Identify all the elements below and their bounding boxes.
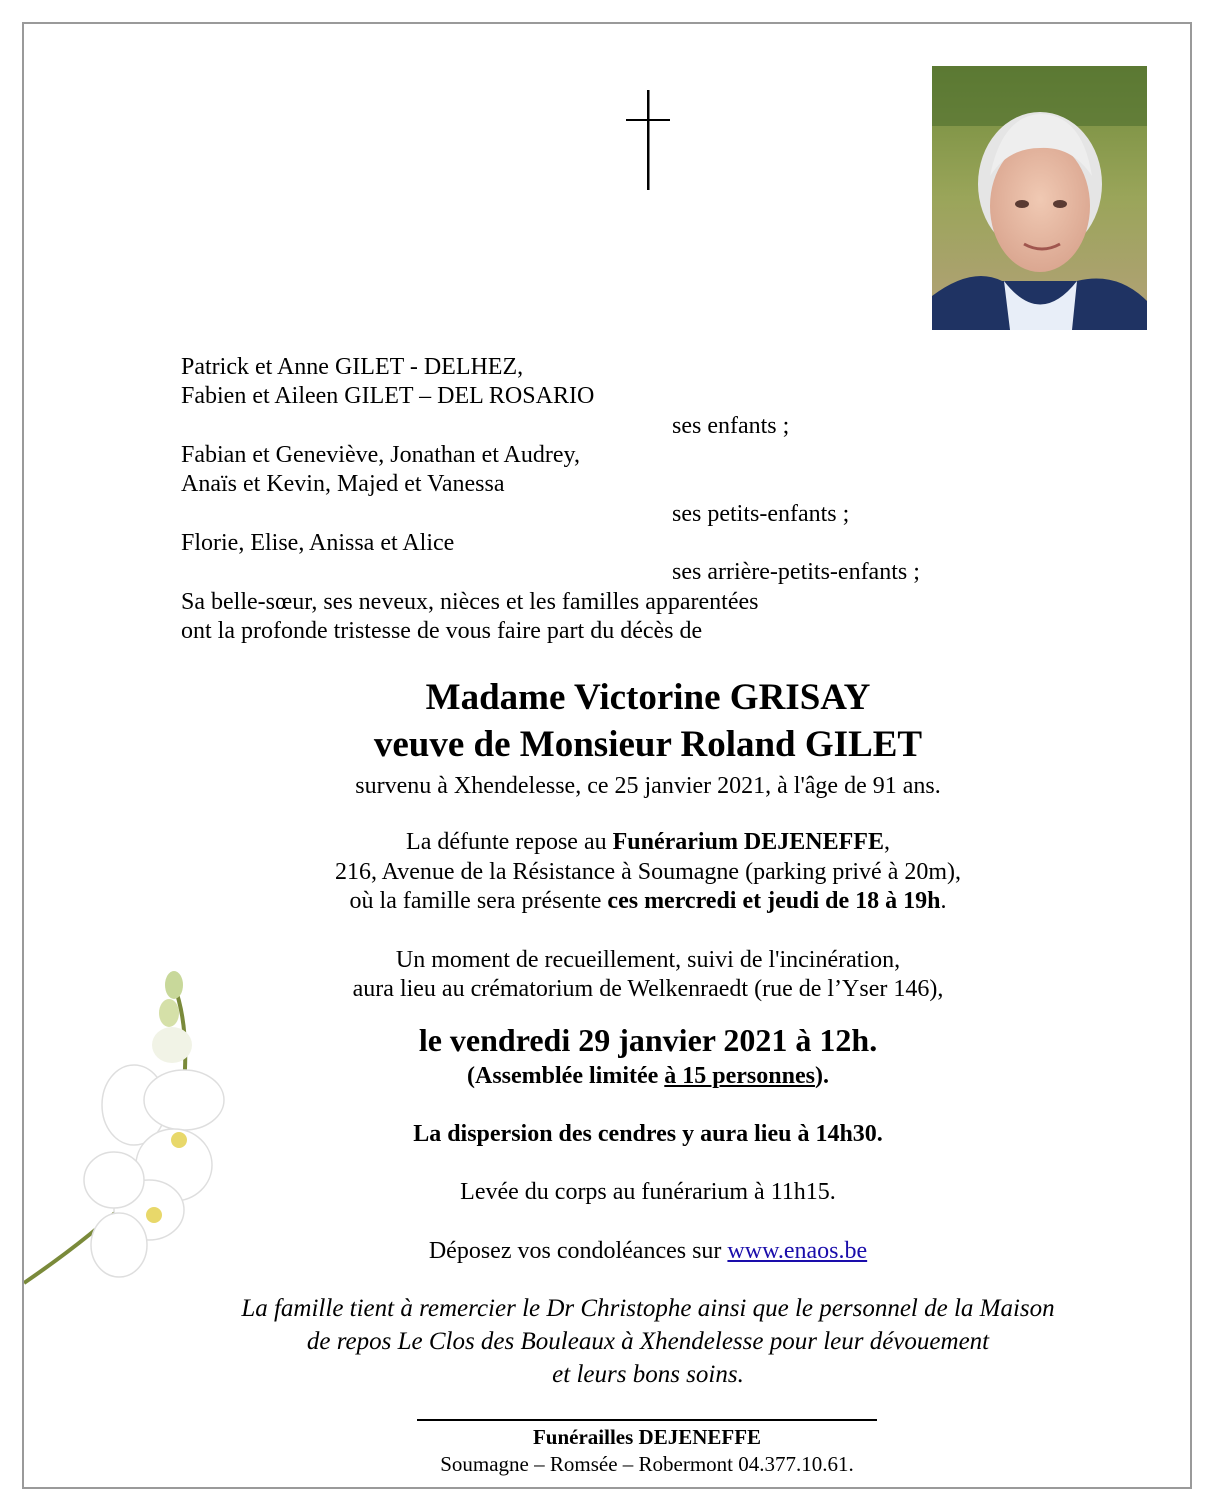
condolences-link[interactable]: www.enaos.be (727, 1238, 868, 1264)
repose-prefix: La défunte repose au (406, 829, 613, 855)
thanks-line-3: et leurs bons soins. (552, 1361, 744, 1388)
ceremony-date: le vendredi 29 janvier 2021 à 12h. (418, 1022, 878, 1058)
death-info: survenu à Xhendelesse, ce 25 janvier 2021, à l'âge de 91 ans. (355, 773, 941, 799)
footer-divider (417, 1419, 877, 1421)
levee-line: Levée du corps au funérarium à 11h15. (460, 1179, 836, 1205)
funeral-home-contact: Soumagne – Romsée – Robermont 04.377.10.61. (440, 1452, 854, 1476)
deceased-name: Madame Victorine GRISAY (425, 677, 871, 718)
condolences-prefix: Déposez vos condoléances sur (428, 1238, 728, 1264)
children-line-2: Fabien et Aileen GILET – DEL ROSARIO (181, 383, 595, 409)
funeral-home-name: Funérailles DEJENEFFE (532, 1425, 762, 1449)
visiting-hours: ces mercredi et jeudi de 18 à 19h (607, 888, 941, 914)
relatives-line: Sa belle-sœur, ses neveux, nièces et les familles apparentées (181, 589, 759, 615)
presence-prefix: où la famille sera présente (349, 888, 608, 914)
repose-line-1 (0, 827, 1214, 857)
dispersion-line: La dispersion des cendres y aura lieu à 14h30. (413, 1121, 883, 1147)
ceremony-line-1: Un moment de recueillement, suivi de l'incinération, (395, 947, 901, 973)
assembly-limit (0, 1061, 1214, 1091)
children-label: ses enfants ; (672, 413, 790, 439)
thanks-line-2: de repos Le Clos des Bouleaux à Xhendelesse pour leur dévouement (306, 1328, 990, 1355)
limit-number: à 15 personnes (664, 1063, 815, 1089)
limit-prefix: (Assemblée limitée (467, 1063, 665, 1089)
great-grandchildren-label: ses arrière-petits-enfants ; (672, 559, 920, 585)
grandchildren-label: ses petits-enfants ; (672, 501, 850, 527)
presence-suffix: . (940, 888, 947, 914)
deceased-spouse: veuve de Monsieur Roland GILET (373, 724, 923, 765)
limit-suffix: ). (814, 1063, 829, 1089)
grandchildren-line-2: Anaïs et Kevin, Majed et Vanessa (181, 471, 505, 497)
repose-suffix: , (883, 829, 890, 855)
great-grandchildren-line: Florie, Elise, Anissa et Alice (181, 530, 455, 556)
latin-cross-icon (626, 90, 670, 190)
funerarium-name: Funérarium DEJENEFFE (612, 829, 884, 855)
ceremony-line-2: aura lieu au crématorium de Welkenraedt (rue de l’Yser 146), (352, 976, 944, 1002)
repose-line-3 (0, 886, 1214, 916)
thanks-line-1: La famille tient à remercier le Dr Christophe ainsi que le personnel de la Maison (241, 1295, 1055, 1322)
repose-address: 216, Avenue de la Résistance à Soumagne (parking privé à 20m), (334, 859, 962, 885)
portrait-photo (932, 66, 1147, 330)
condolences-line (0, 1236, 1214, 1266)
grandchildren-line-1: Fabian et Geneviève, Jonathan et Audrey, (181, 442, 580, 468)
announce-line: ont la profonde tristesse de vous faire part du décès de (181, 618, 703, 644)
children-line-1: Patrick et Anne GILET - DELHEZ, (181, 354, 524, 380)
